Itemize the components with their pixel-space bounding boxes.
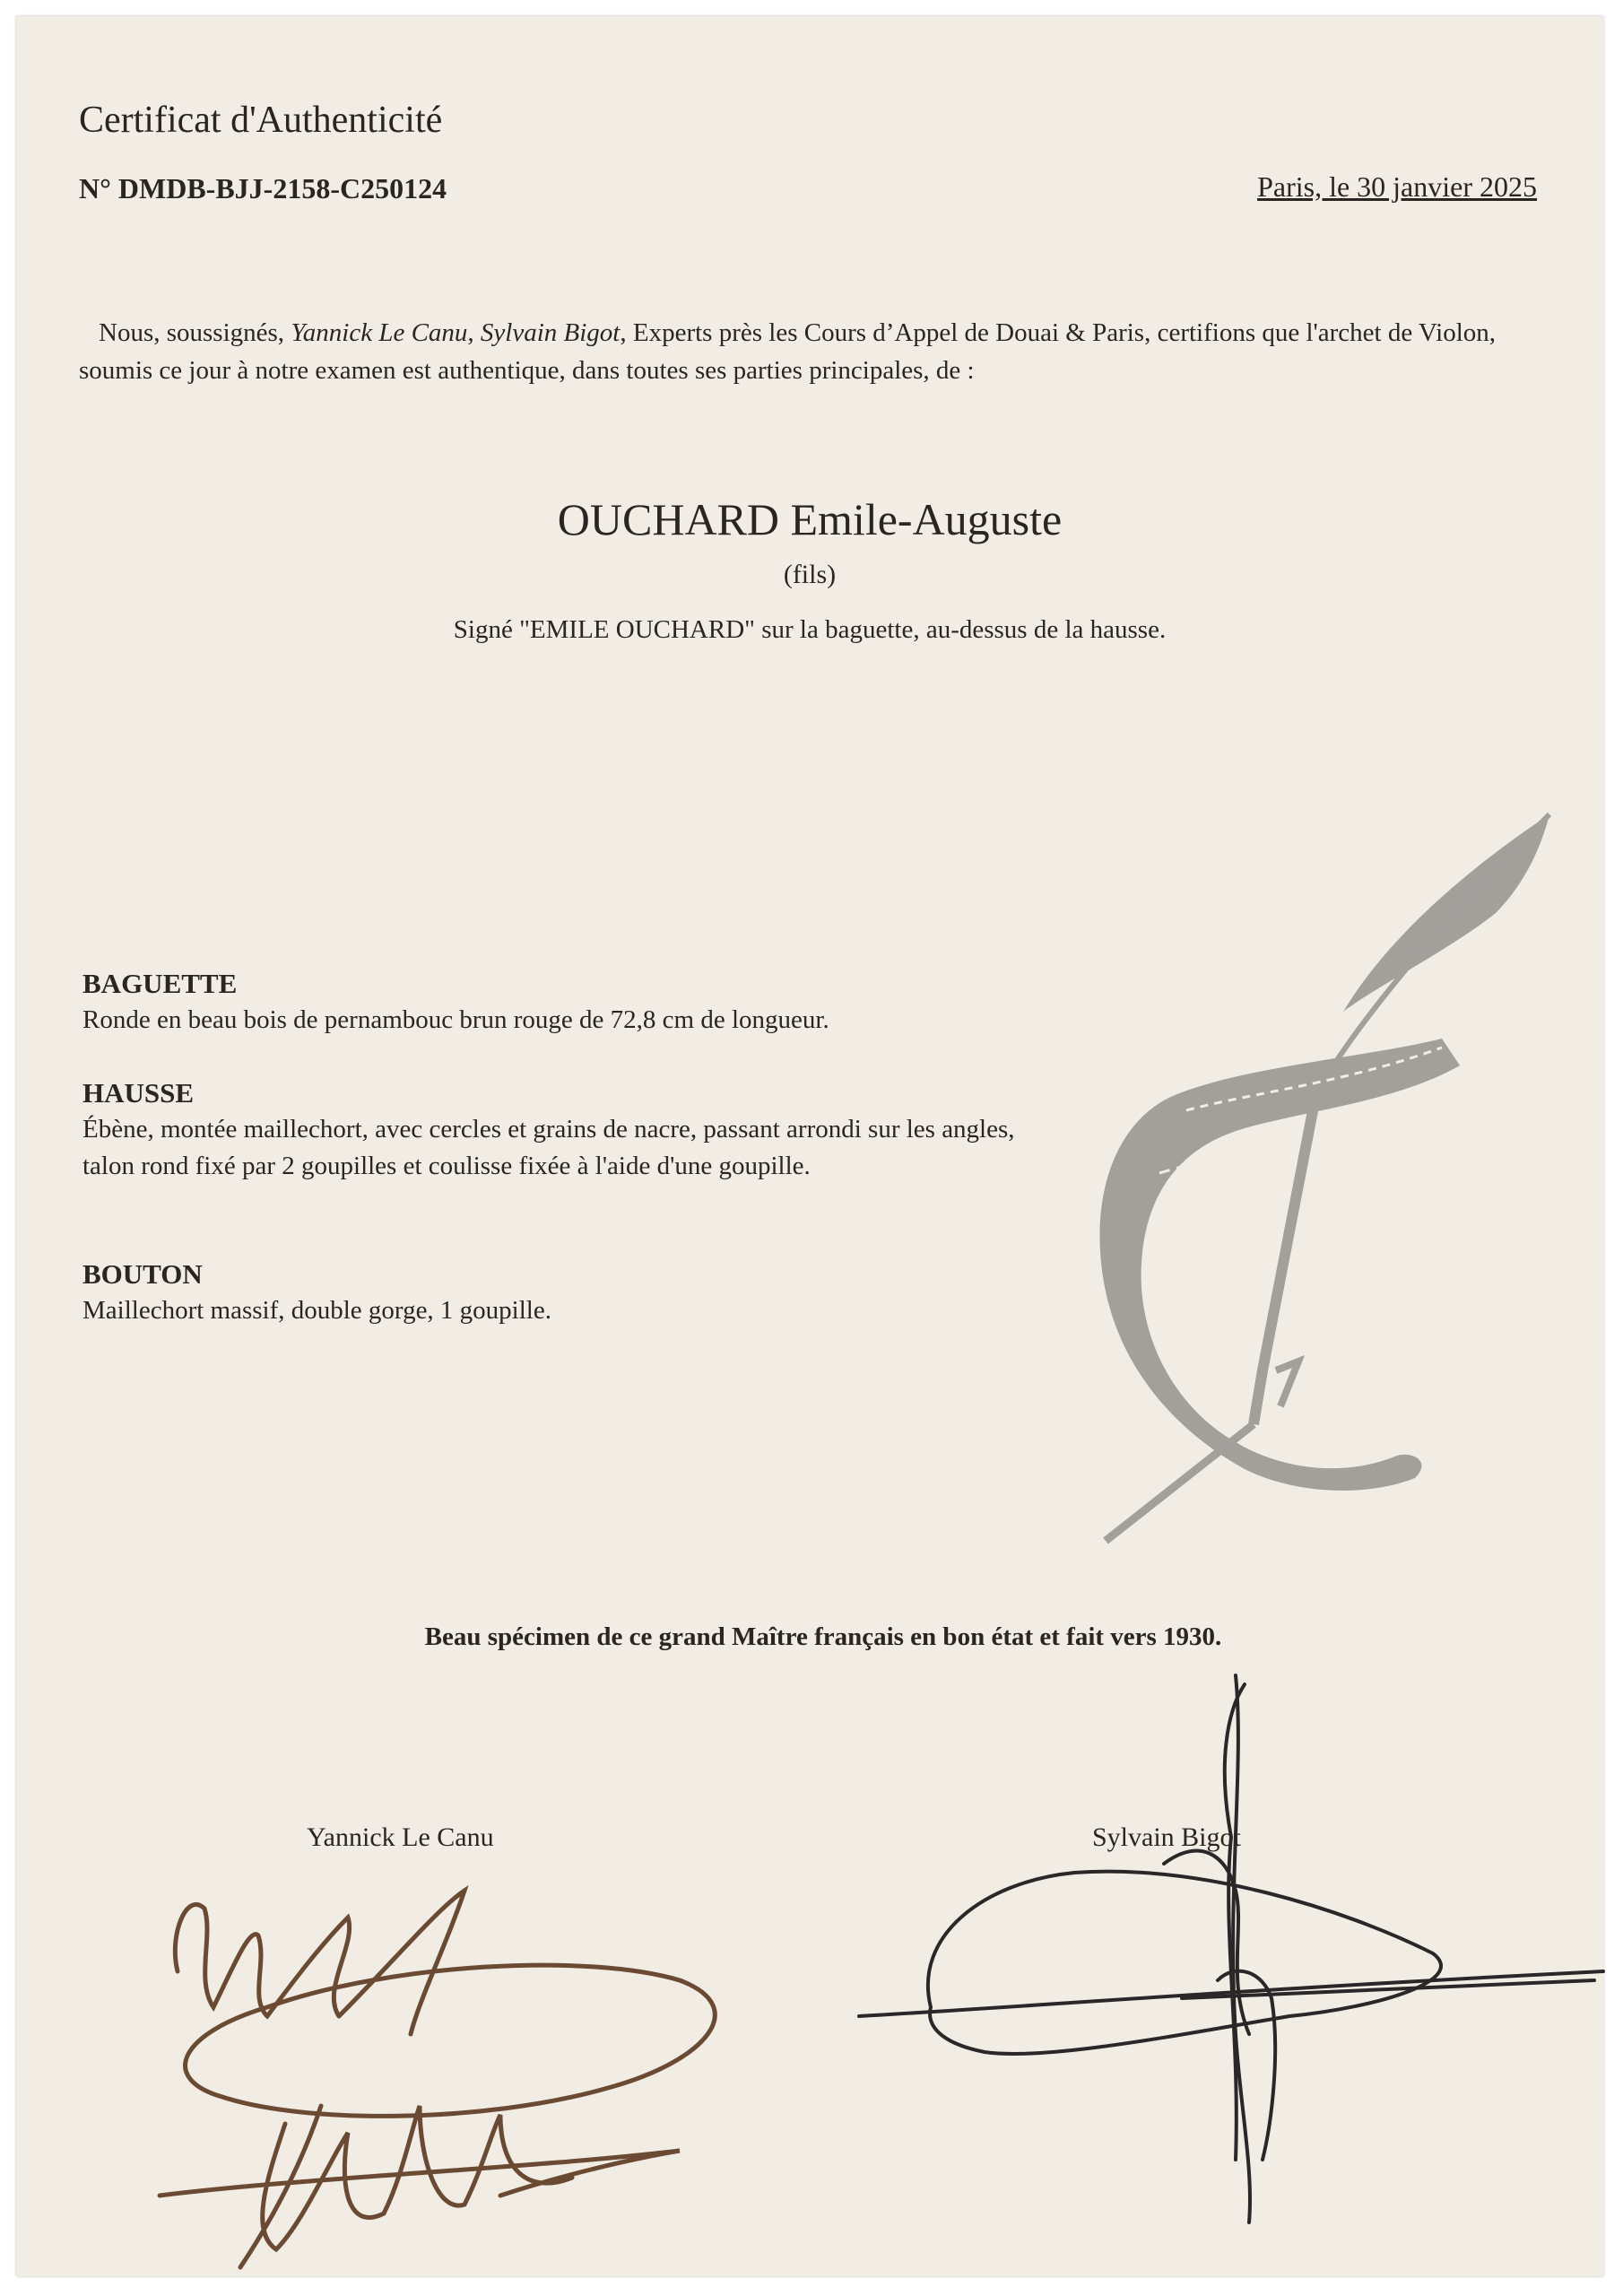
section-text: Ébène, montée maillechort, avec cercles et grains de nacre, passant arrondi sur les angles, talon rond fixé par 2 goupilles et coulisse fixée à l'aide d'une goupille.	[82, 1115, 1015, 1180]
closing-statement: Beau spécimen de ce grand Maître français en bon état et fait vers 1930.	[424, 1622, 1222, 1651]
intro-paragraph	[79, 314, 1514, 389]
quill-scroll-emblem-icon	[1074, 796, 1558, 1550]
section-heading: BAGUETTE	[82, 968, 238, 999]
signer-name-1: Yannick Le Canu	[307, 1822, 494, 1852]
section-heading: HAUSSE	[82, 1077, 195, 1109]
signature-right	[841, 1657, 1612, 2231]
signer-name-2: Sylvain Bigot	[1092, 1822, 1241, 1852]
section-bouton	[82, 1256, 1051, 1329]
maker-qualifier: (fils)	[783, 560, 837, 589]
maker-name: OUCHARD Emile-Auguste	[557, 494, 1063, 544]
section-baguette	[82, 965, 1051, 1039]
certificate-title: Certificat d'Authenticité	[79, 100, 443, 141]
intro-part-2: , Experts près les Cours d’Appel de Douai & Paris, certifions que l'archet de Violon, soumis ce jour à notre examen est authentique, dans toutes ses parties principales, de :	[79, 318, 1496, 385]
place-date: Paris, le 30 janvier 2025	[1257, 170, 1537, 203]
expert-names: Yannick Le Canu, Sylvain Bigot	[291, 318, 621, 347]
section-text: Maillechort massif, double gorge, 1 goupille.	[82, 1296, 551, 1325]
certificate-number: N° DMDB-BJJ-2158-C250124	[79, 172, 447, 204]
signature-note: Signé "EMILE OUCHARD" sur la baguette, au-dessus de la hausse.	[453, 615, 1167, 644]
intro-part-1: Nous, soussignés,	[99, 318, 291, 347]
certificate-page	[16, 16, 1603, 2276]
section-text: Ronde en beau bois de pernambouc brun rouge de 72,8 cm de longueur.	[82, 1005, 829, 1034]
section-heading: BOUTON	[82, 1258, 203, 1290]
section-hausse	[82, 1074, 1051, 1185]
signature-left	[124, 1837, 769, 2294]
